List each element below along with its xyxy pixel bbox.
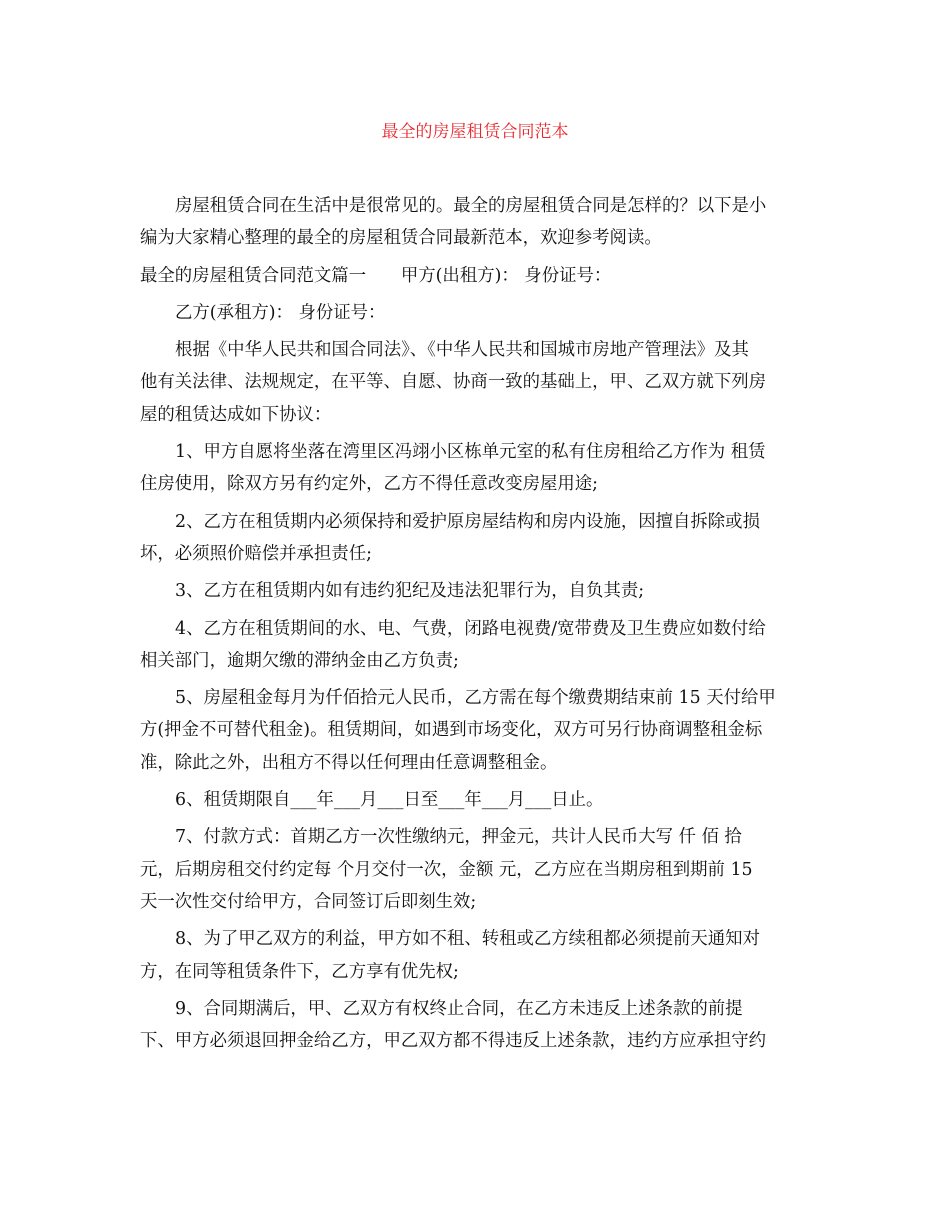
paragraph-line: 方，在同等租赁条件下，乙方享有优先权;	[140, 961, 459, 982]
paragraph-line: 坏，必须照价赔偿并承担责任;	[140, 543, 372, 564]
paragraph-line: 下、甲方必须退回押金给乙方，甲乙双方都不得违反上述条款，违约方应承担守约	[140, 1031, 767, 1052]
paragraph	[140, 297, 815, 329]
paragraph-line: 天一次性交付给甲方，合同签订后即刻生效;	[140, 891, 477, 912]
paragraph-line: 1、甲方自愿将坐落在湾里区冯翊小区栋单元室的私有住房租给乙方作为 租赁	[175, 442, 766, 463]
document-body	[140, 190, 815, 1062]
paragraph-line: 根据《中华人民共和国合同法》、《中华人民共和国城市房地产管理法》及其	[175, 340, 749, 361]
paragraph-line: 编为大家精心整理的最全的房屋租赁合同最新范本，欢迎参考阅读。	[140, 228, 662, 249]
paragraph-line: 8、为了甲乙双方的利益，甲方如不租、转租或乙方续租都必须提前天通知对	[175, 929, 760, 950]
paragraph	[140, 993, 815, 1058]
paragraph-line: 5、房屋租金每月为仟佰拾元人民币，乙方需在每个缴费期结束前 15 天付给甲	[175, 688, 776, 709]
paragraph	[140, 334, 815, 431]
paragraph-line: 3、乙方在租赁期内如有违约犯纪及违法犯罪行为，自负其责;	[175, 581, 645, 602]
paragraph-line: 乙方(承租方)： 身份证号：	[175, 302, 386, 323]
paragraph	[140, 682, 815, 779]
paragraph-line: 2、乙方在租赁期内必须保持和爱护原房屋结构和房内设施，因擅自拆除或损	[175, 511, 760, 532]
paragraph	[140, 575, 815, 607]
paragraph-line: 最全的房屋租赁合同范文篇一 甲方(出租方)： 身份证号：	[140, 265, 612, 286]
paragraph-line: 7、付款方式：首期乙方一次性缴纳元，押金元，共计人民币大写 仟 佰 拾	[175, 827, 742, 848]
paragraph-line: 9、合同期满后，甲、乙双方有权终止合同，在乙方未违反上述条款的前提	[175, 998, 743, 1019]
paragraph-line: 相关部门，逾期欠缴的滞纳金由乙方负责;	[140, 650, 459, 671]
paragraph-line: 4、乙方在租赁期间的水、电、气费，闭路电视费/宽带费及卫生费应如数付给	[175, 618, 766, 639]
paragraph-line: 他有关法律、法规规定，在平等、自愿、协商一致的基础上，甲、乙双方就下列房	[140, 372, 767, 393]
paragraph	[140, 923, 815, 988]
paragraph	[140, 436, 815, 501]
paragraph-line: 住房使用，除双方另有约定外，乙方不得任意改变房屋用途;	[140, 474, 599, 495]
paragraph-line: 房屋租赁合同在生活中是很常见的。最全的房屋租赁合同是怎样的？以下是小	[175, 196, 767, 216]
document-title: 最全的房屋租赁合同范本	[381, 122, 569, 142]
paragraph-line: 准，除此之外，出租方不得以任何理由任意调整租金。	[140, 752, 558, 773]
paragraph-line: 元，后期房租交付约定每 个月交付一次，金额 元，乙方应在当期房租到期前 15	[140, 859, 753, 880]
paragraph-line: 方(押金不可替代租金)。租赁期间，如遇到市场变化，双方可另行协商调整租金标	[140, 720, 763, 741]
paragraph	[140, 190, 815, 255]
paragraph	[140, 506, 815, 571]
paragraph	[140, 613, 815, 678]
paragraph	[140, 821, 815, 918]
paragraph	[140, 784, 815, 816]
paragraph-line: 6、租赁期限自___年___月___日至___年___月___日止。	[175, 790, 604, 811]
paragraph	[140, 260, 815, 292]
paragraph-line: 屋的租赁达成如下协议：	[140, 404, 332, 425]
